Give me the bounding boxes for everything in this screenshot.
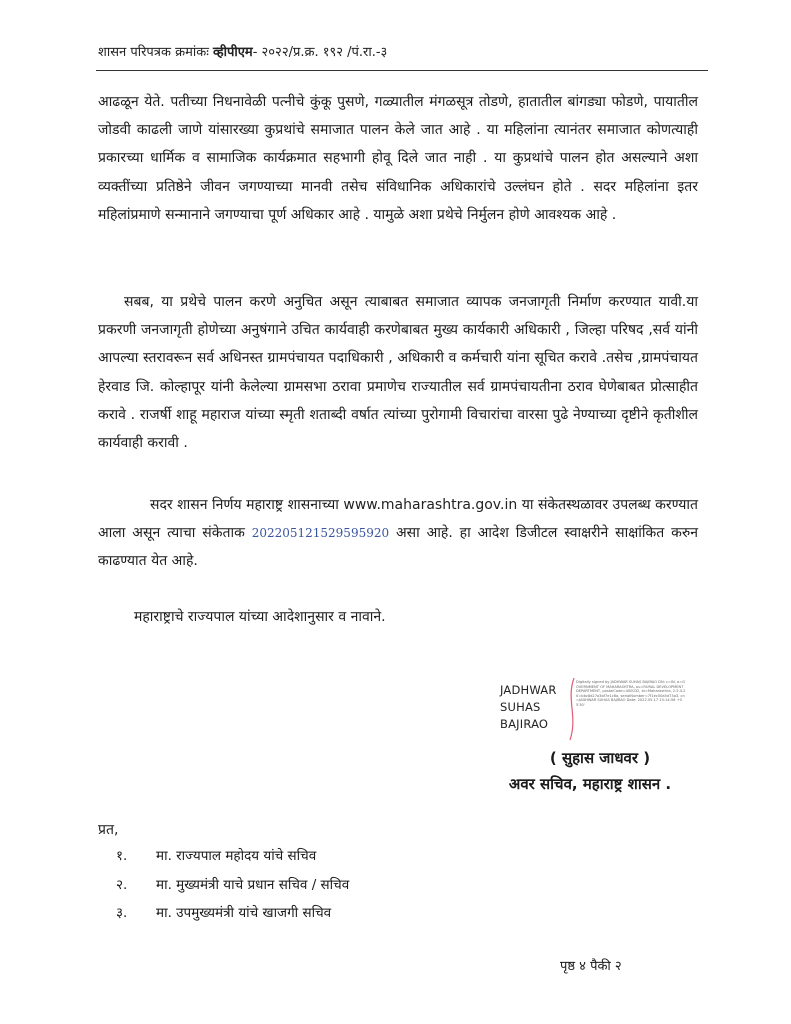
header-divider [96, 70, 708, 71]
signer-name [500, 682, 557, 733]
website-link[interactable]: www.maharashtra.gov.in [343, 497, 518, 513]
paragraph-3 [98, 491, 698, 576]
copy-to-item [116, 875, 349, 893]
copy-item-text: मा. उपमुख्यमंत्री यांचे खाजगी सचिव [156, 905, 332, 921]
copy-item-number: १. [116, 848, 128, 864]
copy-item-text: मा. मुख्यमंत्री याचे प्रधान सचिव / सचिव [156, 877, 350, 893]
paragraph-3-part-b: या संकेतस्थळावर उपलब्ध करण्यात आला असून त्याचा संकेताक [98, 497, 699, 542]
copy-item-number: ३. [116, 905, 128, 921]
digital-signature [500, 676, 700, 746]
officer-designation: अवर सचिव, महाराष्ट्र शासन . [508, 775, 672, 793]
paragraph-2: सबब, या प्रथेचे पालन करणे अनुचित असून त्याबाबत समाजात व्यापक जनजागृती निर्माण करण्यात यावी.या प्रकरणी जनजागृती होणेच्या अनुषंगाने उचित कार्यवाही करणेबाबत मुख्य कार्यकारी अधिकारी , जिल्हा परिषद ,सर्व यांनी आपल्या स्तरावरून सर्व अधिनस्त ग्रामपंचायत पदाधिकारी , अधिकारी व कर्मचारी यांना सूचित करावे .तसेच ,ग्रामपंचायत हेरवाड जि. कोल्हापूर यांनी केलेल्या ग्रामसभा ठरावा प्रमाणेच राज्यातील सर्व ग्रामपंचायतीना ठराव घेणेबाबत प्रोत्साहीत करावे . राजर्षी शाहू महाराज यांच्या स्मृती शताब्दी वर्षात त्यांच्या पुरोगामी विचारांचा वारसा पुढे नेण्याच्या दृष्टीने कृतीशील कार्यवाही करावी . [98, 294, 698, 452]
copy-item-text: मा. राज्यपाल महोदय यांचे सचिव [156, 848, 317, 864]
page-number: पृष्ठ ४ पैकी २ [560, 959, 622, 974]
paragraph-3-part-c: असा आहे. हा आदेश डिजीटल स्वाक्षरीने साक्षांकित करुन काढण्यात येत आहे. [98, 525, 698, 570]
officer-name: ( सुहास जाधवर ) [549, 749, 651, 767]
signer-name-line-1: JADHWAR [500, 683, 557, 697]
copy-to-item [116, 903, 331, 921]
paragraph-3-part-a: सदर शासन निर्णय महाराष्ट्र शासनाच्या [150, 497, 339, 513]
paragraph-4: महाराष्ट्राचे राज्यपाल यांच्या आदेशानुसार व नावाने. [134, 609, 386, 625]
header-suffix: - २०२२/प्र.क्र. १९२ /पं.रा.-३ [252, 45, 388, 60]
signature-details: Digitally signed by JADHWAR SUHAS BAJIRAO DN: c=IN, o=GOVERNMENT OF MAHARASHTRA, ou=RURAL DEVELOPMENT DEPARTMENT, postalCode=400032, st=Maharashtra, 2.5.4.20=bbc8d27a3bf7e1c8a, serialNumber=7f1ec00a5d73a3, cn=JADHWAR SUHAS BAJIRAO Date: 2022.05.17 15:14:56 +05'30' [576, 680, 686, 707]
paragraph-1: आढळून येते. पतीच्या निधनावेळी पत्नीचे कुंकू पुसणे, गळ्यातील मंगळसूत्र तोडणे, हातातील बांगड्या फोडणे, पायातील जोडवी काढली जाणे यांसारख्या कुप्रथांचे समाजात पालन केले जात आहे . या महिलांना त्यानंतर समाजात कोणत्याही प्रकारच्या धार्मिक व सामाजिक कार्यक्रमात सहभागी होवू दिले जात नाही . या कुप्रथांचे पालन होत असल्याने अशा व्यक्तींच्या प्रतिष्ठेने जीवन जगण्याच्या मानवी तसेच संविधानिक अधिकारांचे उल्लंघन होते . सदर महिलांना इतर महिलांप्रमाणे सन्मानाने जगण्याचा पूर्ण अधिकार आहे . यामुळे अशा प्रथेचे निर्मुलन होणे आवश्यक आहे . [98, 94, 698, 223]
signer-name-line-2: SUHAS [500, 700, 541, 714]
reference-code: 202205121529595920 [251, 526, 390, 541]
copy-item-number: २. [116, 877, 128, 893]
header-prefix: शासन परिपत्रक क्रमांकः [98, 45, 209, 60]
signer-name-line-3: BAJIRAO [500, 717, 549, 731]
copy-to-label: प्रत, [98, 822, 119, 838]
circular-number-header [98, 44, 710, 62]
copy-to-item [116, 846, 316, 864]
header-code: व्हीपीएम [212, 45, 253, 60]
